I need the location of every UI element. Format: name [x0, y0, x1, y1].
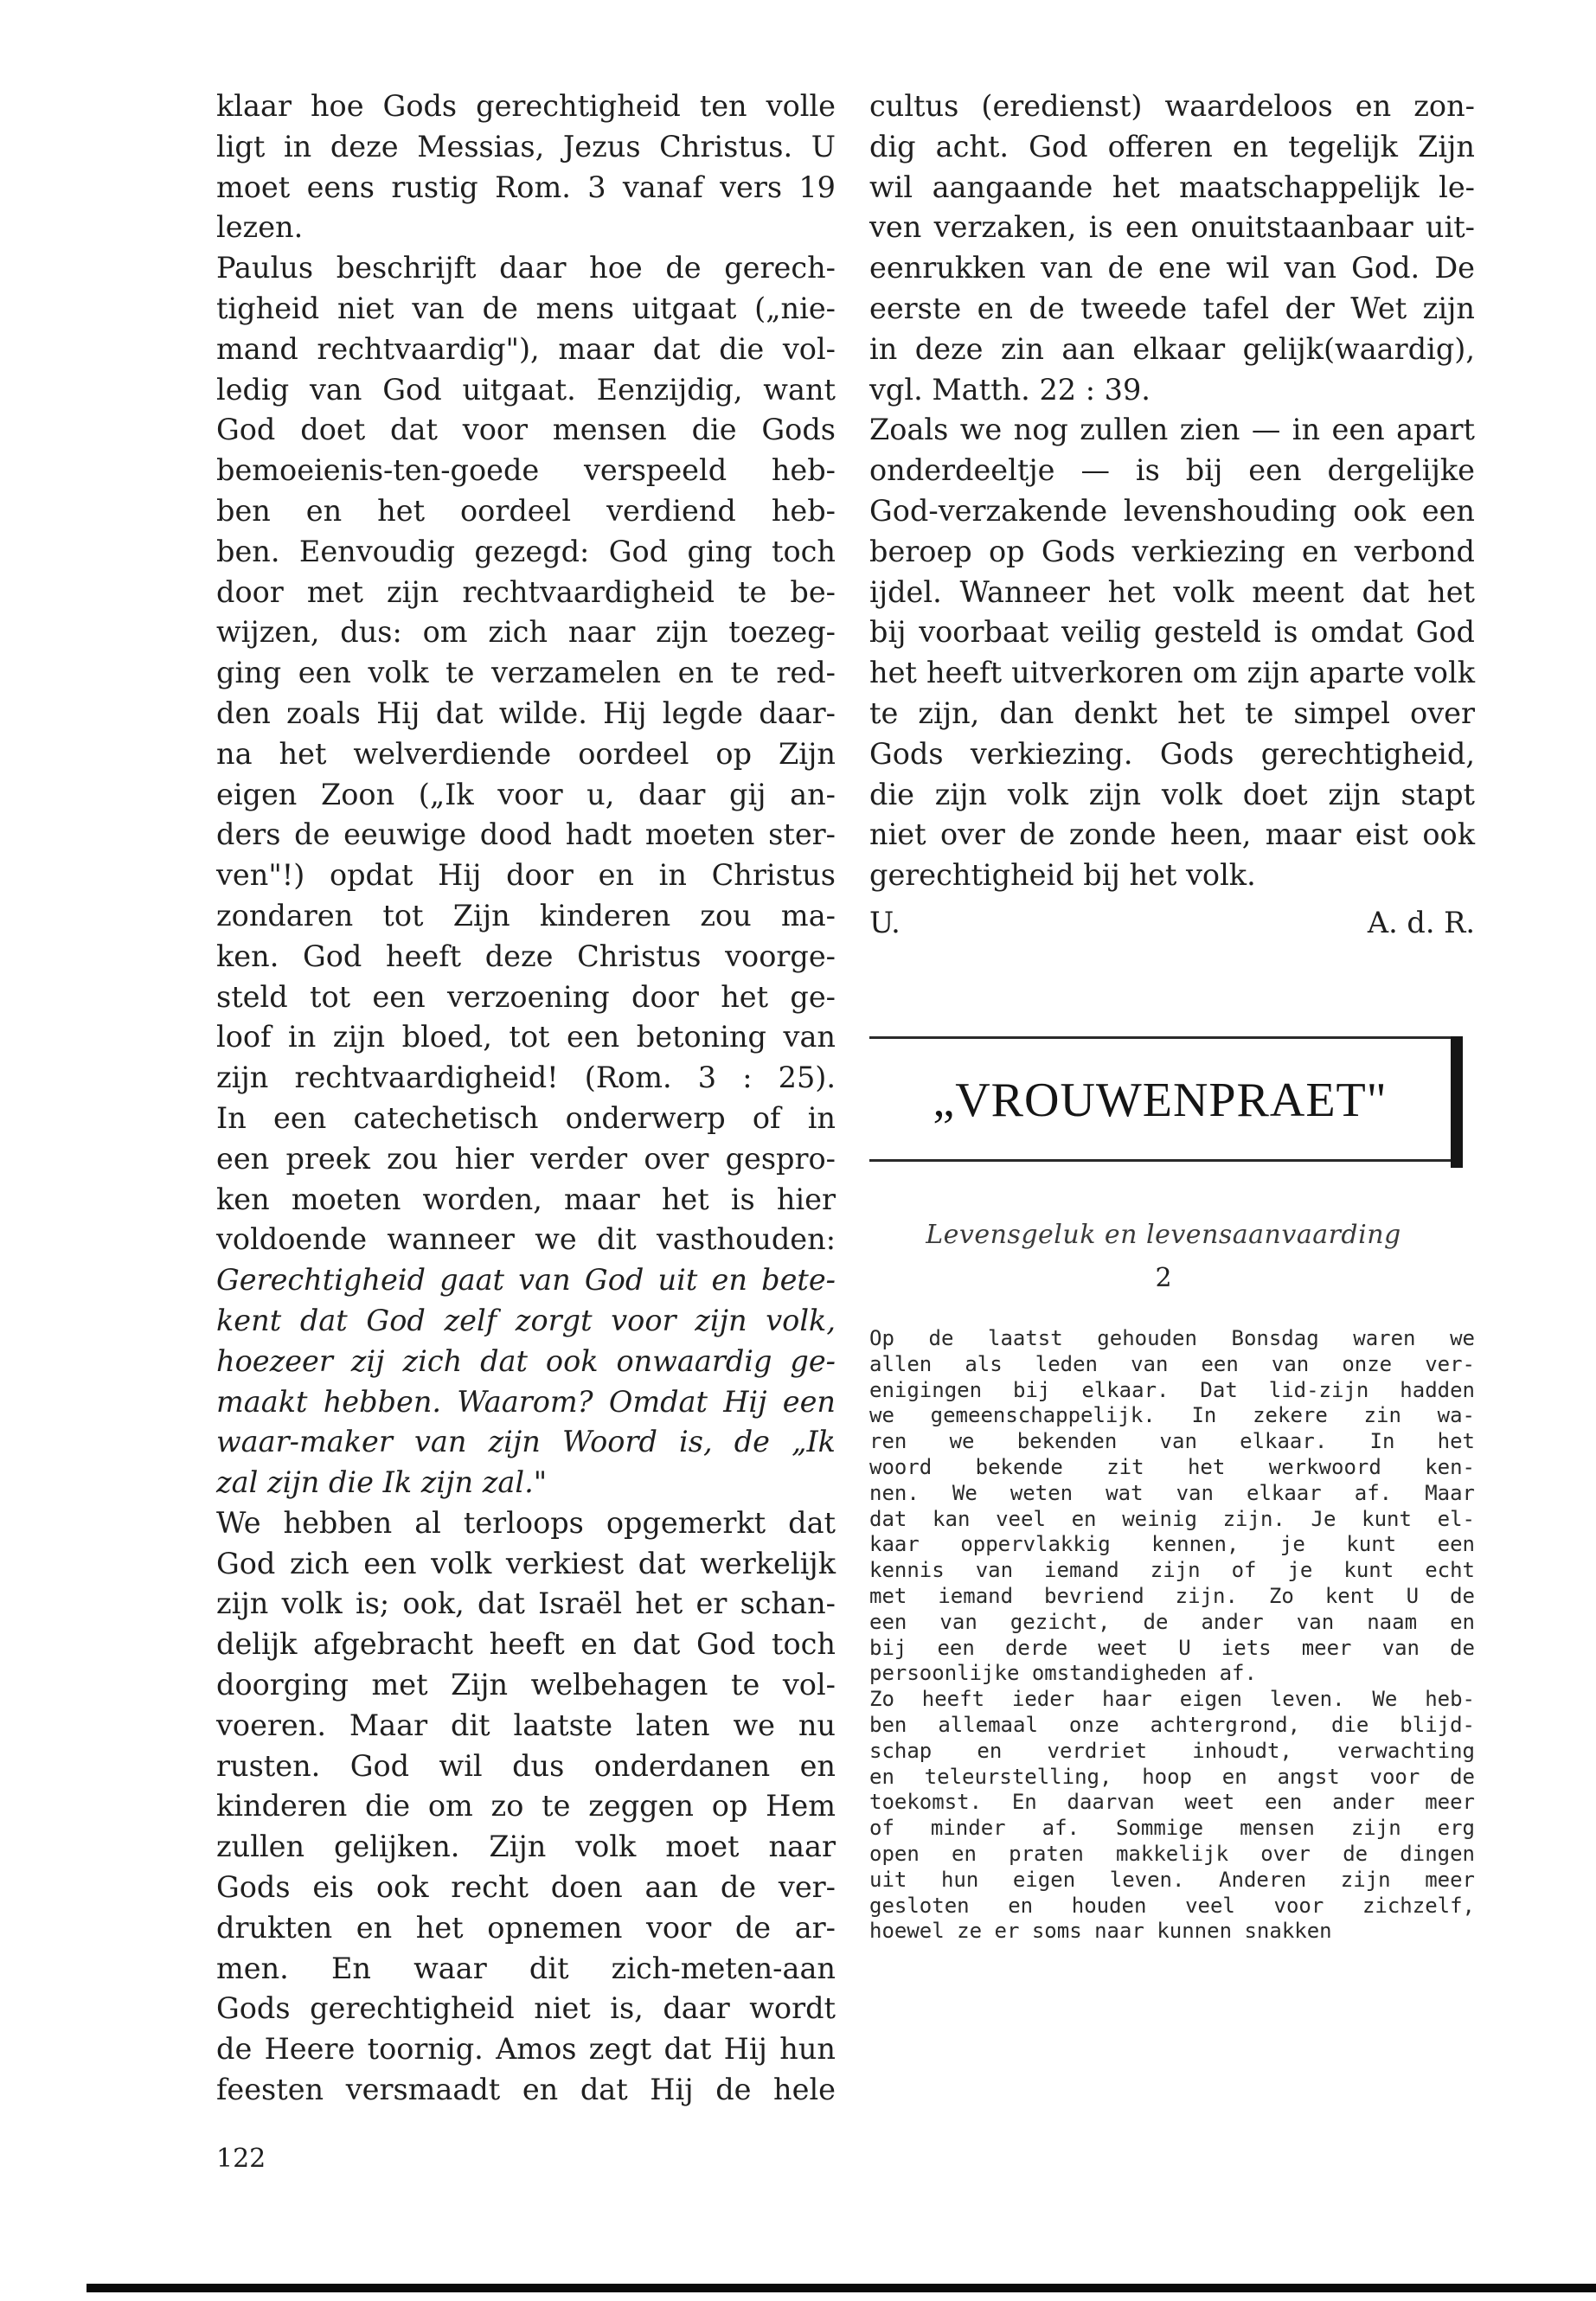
text-line: lezen.: [216, 210, 304, 245]
text-line: cultus (eredienst) waardeloos en zon-: [869, 89, 1475, 123]
text-line: tigheid niet van de mens uitgaat („nie-: [216, 291, 836, 325]
author-initials: A. d. R.: [1367, 905, 1475, 939]
text-line: drukten en het opnemen voor de ar-: [216, 1910, 836, 1945]
text-line: ligt in deze Messias, Jezus Christus. U: [216, 129, 836, 163]
text-line: men. En waar dit zich-meten-aan: [216, 1951, 836, 1985]
text-line: in deze zin aan elkaar gelijk(waardig),: [869, 331, 1475, 366]
text-line: Gerechtigheid gaat van God uit en bete-: [216, 1263, 836, 1298]
text-line: nen. We weten wat van elkaar af. Maar: [869, 1480, 1475, 1505]
text-line: we gemeenschappelijk. In zekere zin wa-: [869, 1403, 1475, 1428]
text-line: enigingen bij elkaar. Dat lid-zijn hadden: [869, 1377, 1475, 1402]
text-line: wil aangaande het maatschappelijk le-: [869, 170, 1475, 204]
text-line: bij voorbaat veilig gesteld is omdat God: [869, 615, 1475, 650]
text-line: eerste en de tweede tafel der Wet zijn: [869, 291, 1475, 325]
text-line: na het welverdiende oordeel op Zijn: [216, 736, 836, 771]
text-line: rusten. God wil dus onderdanen en: [216, 1748, 836, 1783]
section-subtitle: Levensgeluk en levensaanvaarding: [926, 1220, 1401, 1250]
text-line: doorging met Zijn welbehagen te vol-: [216, 1668, 836, 1702]
text-line: We hebben al terloops opgemerkt dat: [216, 1505, 836, 1540]
text-line: door met zijn rechtvaardigheid te be-: [216, 574, 836, 609]
text-line: moet eens rustig Rom. 3 vanaf vers 19: [216, 170, 836, 204]
text-line: kent dat God zelf zorgt voor zijn volk,: [216, 1303, 836, 1337]
text-line: het heeft uitverkoren om zijn aparte volk: [869, 656, 1475, 690]
text-line: en teleurstelling, hoop en angst voor de: [869, 1764, 1475, 1789]
text-line: vgl. Matth. 22 : 39.: [869, 372, 1151, 407]
text-line: zijn volk is; ook, dat Israël het er schan-: [216, 1586, 836, 1621]
signature-line: [869, 903, 1475, 944]
text-line: kennis van iemand zijn of je kunt echt: [869, 1558, 1475, 1583]
part-number: 2: [1155, 1263, 1172, 1293]
text-line: de Heere toornig. Amos zegt dat Hij hun: [216, 2032, 836, 2067]
text-line: met iemand bevriend zijn. Zo kent U de: [869, 1583, 1475, 1608]
text-line: den zoals Hij dat wilde. Hij legde daar-: [216, 695, 836, 730]
section-heading-box: [869, 1036, 1466, 1168]
page-number: 122: [216, 2144, 266, 2174]
small-text-column: [869, 1326, 1475, 1945]
text-line: waar-maker van zijn Woord is, de „Ik: [216, 1425, 836, 1459]
left-text-column: [216, 87, 836, 2111]
text-line: een van gezicht, de ander van naam en: [869, 1609, 1475, 1634]
text-line: Op de laatst gehouden Bonsdag waren we: [869, 1326, 1475, 1350]
text-line: persoonlijke omstandigheden af.: [869, 1661, 1257, 1686]
text-line: eigen Zoon („Ik voor u, daar gij an-: [216, 777, 836, 811]
text-line: ledig van God uitgaat. Eenzijdig, want: [216, 372, 836, 407]
text-line: kinderen die om zo te zeggen op Hem: [216, 1789, 836, 1823]
text-line: ben en het oordeel verdiend heb-: [216, 493, 836, 528]
text-line: uit hun eigen leven. Anderen zijn meer: [869, 1867, 1475, 1892]
text-line: Zo heeft ieder haar eigen leven. We heb-: [869, 1687, 1475, 1712]
text-line: ken moeten worden, maar het is hier: [216, 1182, 836, 1216]
text-line: zal zijn die Ik zijn zal.": [216, 1465, 548, 1500]
text-line: dig acht. God offeren en tegelijk Zijn: [869, 129, 1475, 163]
text-line: Paulus beschrijft daar hoe de gerech-: [216, 251, 836, 285]
text-line: In een catechetisch onderwerp of in: [216, 1100, 836, 1135]
bottom-rule: [87, 2284, 1596, 2292]
text-line: te zijn, dan denkt het te simpel over: [869, 695, 1475, 730]
text-line: zondaren tot Zijn kinderen zou ma-: [216, 898, 836, 933]
text-line: eenrukken van de ene wil van God. De: [869, 251, 1475, 285]
text-line: delijk afgebracht heeft en dat God toch: [216, 1627, 836, 1662]
text-line: wijzen, dus: om zich naar zijn toezeg-: [216, 615, 836, 650]
heading-rule-top: [869, 1036, 1451, 1039]
right-text-column: [869, 87, 1475, 944]
section-title: „VROUWENPRAET": [933, 1074, 1388, 1127]
text-line: ben. Eenvoudig gezegd: God ging toch: [216, 534, 836, 568]
text-line: een preek zou hier verder over gespro-: [216, 1141, 836, 1176]
text-line: niet over de zonde heen, maar eist ook: [869, 817, 1475, 852]
text-line: voldoende wanneer we dit vasthouden:: [216, 1222, 836, 1257]
signature-initial: U.: [869, 905, 901, 939]
text-line: ven"!) opdat Hij door en in Christus: [216, 858, 836, 893]
text-line: ging een volk te verzamelen en te red-: [216, 656, 836, 690]
text-line: zijn rechtvaardigheid! (Rom. 3 : 25).: [216, 1061, 836, 1095]
text-line: die zijn volk zijn volk doet zijn stapt: [869, 777, 1475, 811]
text-line: woord bekende zit het werkwoord ken-: [869, 1454, 1475, 1479]
text-line: dat kan veel en weinig zijn. Je kunt el-: [869, 1506, 1475, 1531]
heading-side-bar: [1451, 1036, 1463, 1168]
text-line: open en praten makkelijk over de dingen: [869, 1841, 1475, 1866]
text-line: ijdel. Wanneer het volk meent dat het: [869, 574, 1475, 609]
text-line: Gods eis ook recht doen aan de ver-: [216, 1870, 836, 1905]
text-line: gesloten en houden veel voor zichzelf,: [869, 1893, 1475, 1918]
text-line: beroep op Gods verkiezing en verbond: [869, 534, 1475, 568]
text-line: toekomst. En daarvan weet een ander meer: [869, 1790, 1475, 1815]
text-line: hoezeer zij zich dat ook onwaardig ge-: [216, 1343, 836, 1378]
text-line: steld tot een verzoening door het ge-: [216, 979, 836, 1014]
text-line: loof in zijn bloed, tot een betoning van: [216, 1020, 836, 1054]
text-line: bij een derde weet U iets meer van de: [869, 1635, 1475, 1660]
text-line: God doet dat voor mensen die Gods: [216, 413, 836, 447]
text-line: God-verzakende levenshouding ook een: [869, 493, 1475, 528]
text-line: hoewel ze er soms naar kunnen snakken: [869, 1919, 1332, 1944]
text-line: Gods verkiezing. Gods gerechtigheid,: [869, 736, 1475, 771]
text-line: ders de eeuwige dood hadt moeten ster-: [216, 817, 836, 852]
text-line: schap en verdriet inhoudt, verwachting: [869, 1738, 1475, 1763]
text-line: God zich een volk verkiest dat werkelijk: [216, 1546, 836, 1580]
text-line: gerechtigheid bij het volk.: [869, 858, 1256, 893]
text-line: zullen gelijken. Zijn volk moet naar: [216, 1830, 836, 1864]
text-line: voeren. Maar dit laatste laten we nu: [216, 1708, 836, 1742]
text-line: of minder af. Sommige mensen zijn erg: [869, 1816, 1475, 1841]
text-line: Gods gerechtigheid niet is, daar wordt: [216, 1991, 836, 2026]
text-line: mand rechtvaardig"), maar dat die vol-: [216, 331, 836, 366]
text-line: allen als leden van een van onze ver-: [869, 1351, 1475, 1376]
text-line: kaar oppervlakkig kennen, je kunt een: [869, 1532, 1475, 1557]
text-line: ben allemaal onze achtergrond, die blijd-: [869, 1712, 1475, 1737]
text-line: klaar hoe Gods gerechtigheid ten volle: [216, 89, 836, 123]
text-line: onderdeeltje — is bij een dergelijke: [869, 453, 1475, 488]
heading-rule-bottom: [869, 1159, 1451, 1162]
text-line: maakt hebben. Waarom? Omdat Hij een: [216, 1384, 836, 1419]
text-line: Zoals we nog zullen zien — in een apart: [869, 413, 1475, 447]
text-line: ven verzaken, is een onuitstaanbaar uit-: [869, 210, 1475, 245]
text-line: ken. God heeft deze Christus voorge-: [216, 939, 836, 973]
text-line: feesten versmaadt en dat Hij de hele: [216, 2073, 836, 2107]
text-line: ren we bekenden van elkaar. In het: [869, 1429, 1475, 1454]
right-paragraphs: [869, 87, 1475, 896]
text-line: bemoeienis-ten-goede verspeeld heb-: [216, 453, 836, 488]
